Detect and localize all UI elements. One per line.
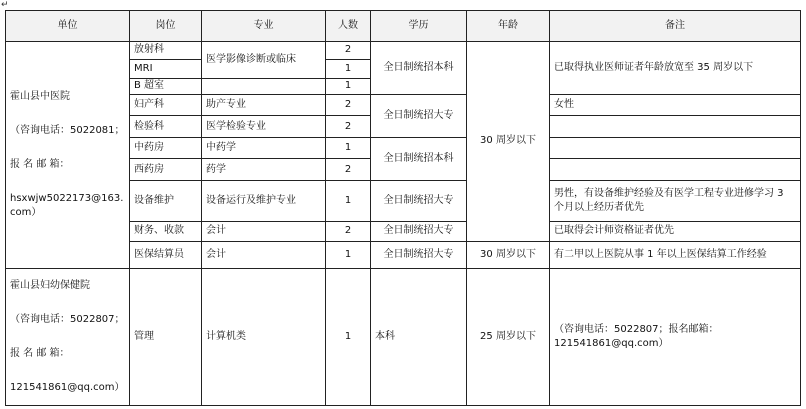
count-cell: 2 xyxy=(326,159,371,180)
count-cell: 1 xyxy=(326,60,371,78)
unit-email-label: 报 名 邮 箱： xyxy=(10,158,70,170)
major-cell: 会计 xyxy=(202,242,326,269)
position-cell: 财务、收款 xyxy=(130,221,202,241)
header-position: 岗位 xyxy=(130,11,202,42)
education-cell: 全日制统招本科 xyxy=(371,41,467,94)
education-cell: 本科 xyxy=(371,268,467,405)
remark-cell: （咨询电话：5022807；报名邮箱：121541861@qq.com） xyxy=(550,268,801,405)
education-cell: 全日制统招大专 xyxy=(371,94,467,137)
header-education: 学历 xyxy=(371,11,467,42)
unit-phone: （咨询电话：5022807； xyxy=(10,313,125,325)
unit-name: 霍山县中医院 xyxy=(10,90,70,102)
header-major: 专业 xyxy=(202,11,326,42)
unit-name: 霍山县妇幼保健院 xyxy=(10,279,90,291)
header-unit: 单位 xyxy=(6,11,130,42)
header-remark: 备注 xyxy=(550,11,801,42)
count-cell: 2 xyxy=(326,41,371,59)
education-cell: 全日制统招大专 xyxy=(371,242,467,269)
education-cell: 全日制统招大专 xyxy=(371,221,467,241)
count-cell: 1 xyxy=(326,137,371,158)
major-cell: 医学影像诊断或临床 xyxy=(202,41,326,78)
unit-cell-hospital xyxy=(6,41,130,268)
count-cell: 1 xyxy=(326,180,371,221)
count-cell: 1 xyxy=(326,78,371,94)
education-cell: 全日制统招本科 xyxy=(371,137,467,180)
position-cell: 管理 xyxy=(130,268,202,405)
major-cell: 医学检验专业 xyxy=(202,116,326,137)
remark-cell: 已取得会计师资格证者优先 xyxy=(550,221,801,241)
major-cell: 中药学 xyxy=(202,137,326,158)
unit-phone: （咨询电话：5022081； xyxy=(10,124,125,136)
age-cell: 30 周岁以下 xyxy=(467,41,550,241)
count-cell: 2 xyxy=(326,116,371,137)
education-cell: 全日制统招大专 xyxy=(371,180,467,221)
unit-cell-maternal xyxy=(6,268,130,405)
position-cell: 设备维护 xyxy=(130,180,202,221)
corner-mark: ↵ xyxy=(1,0,9,10)
major-cell: 会计 xyxy=(202,221,326,241)
header-count: 人数 xyxy=(326,11,371,42)
remark-cell xyxy=(550,116,801,137)
age-cell: 25 周岁以下 xyxy=(467,268,550,405)
position-cell: 中药房 xyxy=(130,137,202,158)
header-age: 年龄 xyxy=(467,11,550,42)
position-cell: 西药房 xyxy=(130,159,202,180)
remark-cell: 有二甲以上医院从事 1 年以上医保结算工作经验 xyxy=(550,242,801,269)
table-row xyxy=(6,268,801,405)
recruitment-table xyxy=(5,10,801,406)
position-cell: 放射科 xyxy=(130,41,202,59)
count-cell: 1 xyxy=(326,242,371,269)
position-cell: B 超室 xyxy=(130,78,202,94)
remark-cell xyxy=(550,159,801,180)
age-cell: 30 周岁以下 xyxy=(467,242,550,269)
unit-email: hsxwjw5022173@163.com） xyxy=(10,192,124,218)
major-cell xyxy=(202,78,326,94)
remark-cell xyxy=(550,137,801,158)
remark-cell: 女性 xyxy=(550,94,801,115)
position-cell: 妇产科 xyxy=(130,94,202,115)
remark-cell: 已取得执业医师证者年龄放宽至 35 周岁以下 xyxy=(550,41,801,94)
position-cell: 医保结算员 xyxy=(130,242,202,269)
header-row xyxy=(6,11,801,42)
remark-cell: 男性，有设备维护经验及有医学工程专业进修学习 3 个月以上经历者优先 xyxy=(550,180,801,221)
position-cell: 检验科 xyxy=(130,116,202,137)
position-cell: MRI xyxy=(130,60,202,78)
table-row xyxy=(6,41,801,59)
count-cell: 2 xyxy=(326,94,371,115)
major-cell: 计算机类 xyxy=(202,268,326,405)
major-cell: 设备运行及维护专业 xyxy=(202,180,326,221)
count-cell: 1 xyxy=(326,268,371,405)
unit-email: 121541861@qq.com） xyxy=(10,381,125,393)
count-cell: 2 xyxy=(326,221,371,241)
unit-email-label: 报 名 邮 箱： xyxy=(10,347,70,359)
major-cell: 助产专业 xyxy=(202,94,326,115)
major-cell: 药学 xyxy=(202,159,326,180)
